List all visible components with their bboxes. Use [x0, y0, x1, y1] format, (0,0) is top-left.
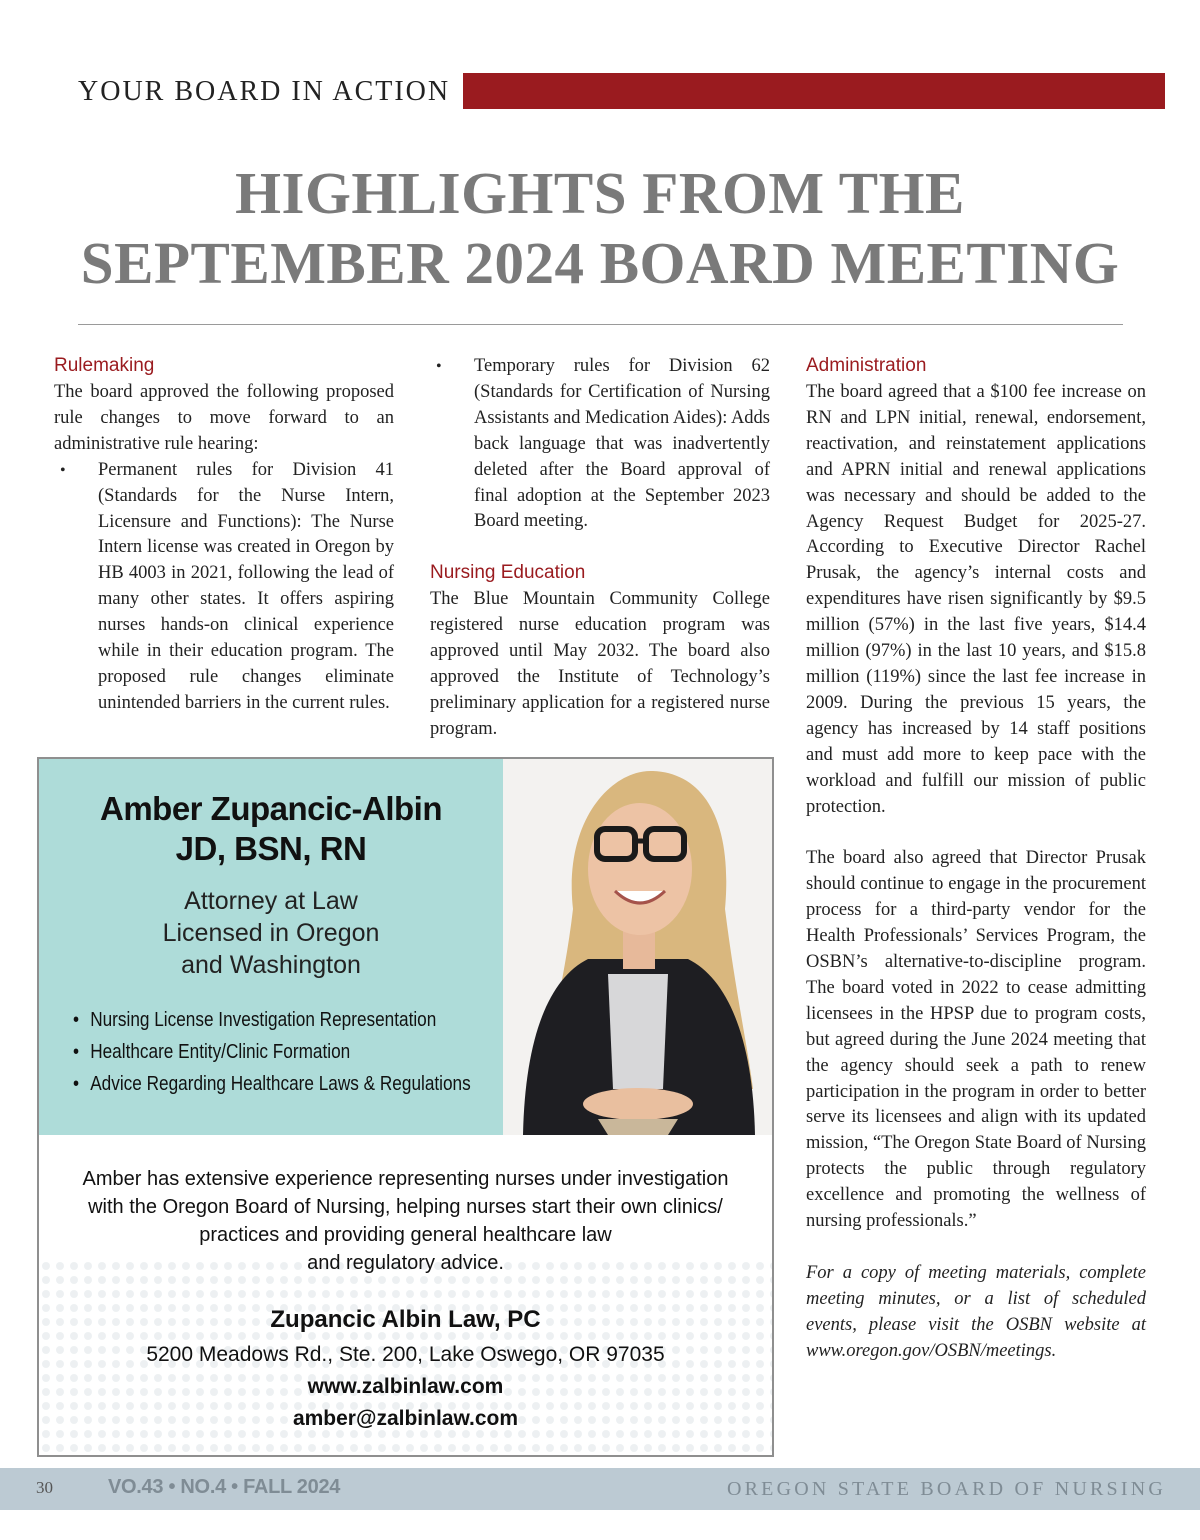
issue-info: VO.43 • NO.4 • FALL 2024 [108, 1476, 341, 1498]
ad-attorney-title [39, 885, 503, 981]
ad-name-line-1: Amber Zupancic-Albin [99, 790, 443, 827]
bullet-icon: • [73, 1009, 80, 1031]
attorney-advertisement [37, 757, 774, 1457]
page-footer [0, 1468, 1200, 1510]
list-item [430, 354, 770, 535]
ad-contact-block [39, 1339, 772, 1435]
rulemaking-heading: Rulemaking [54, 355, 155, 376]
ad-teal-panel [39, 759, 503, 1135]
rulemaking-bullet-list-continued [430, 354, 770, 535]
page-title-line-2: SEPTEMBER 2024 BOARD MEETING [80, 230, 1120, 296]
rulemaking-bullet-2: Temporary rules for Division 62 (Standards for Certification of Nursing Assistants and Medication Aides): Adds back language that was inadvertently deleted after the Board approval of final adoption at the September 2023 Board meeting. [474, 356, 770, 532]
section-label: YOUR BOARD IN ACTION [78, 76, 451, 107]
page-title-line-1: HIGHLIGHTS FROM THE [235, 160, 965, 226]
title-divider [78, 324, 1123, 325]
meeting-materials-note: For a copy of meeting materials, complete meeting minutes, or a list of scheduled events, please visit the OSBN website at www.oregon.gov/OSBN/meetings. [806, 1263, 1146, 1361]
ad-firm-name: Zupancic Albin Law, PC [270, 1306, 541, 1333]
nursing-education-text: The Blue Mountain Community College registered nurse education program was approved until May 2032. The board also approved the Institute of Technology’s preliminary application for a registered nurse program. [430, 589, 770, 739]
page-number: 30 [36, 1478, 53, 1497]
publication-org-name: OREGON STATE BOARD OF NURSING [726, 1478, 1166, 1500]
ad-website-link[interactable]: www.zalbinlaw.com [307, 1375, 504, 1398]
page-title [40, 158, 1160, 298]
list-item [73, 1068, 471, 1100]
middle-column [430, 354, 770, 743]
administration-paragraph-2: The board also agreed that Director Prusak should continue to engage in the procurement process for a third-party vendor for the Health Professionals’ Services Program, the OSBN’s alternative-to-discipline program. The board voted in 2022 to cease admitting licensees in the HPSP due to program costs, but agreed during the June 2024 meeting that the agency should seek a path to renew participation in the program in order to better serve its licensees and align with its updated mission, “The Oregon State Board of Nursing protects the public through regulatory excellence and promoting the wellness of nursing professionals.” [806, 848, 1146, 1232]
rulemaking-bullet-list [54, 458, 394, 717]
ad-address: 5200 Meadows Rd., Ste. 200, Lake Oswego, OR 97035 [146, 1343, 665, 1366]
bullet-icon: • [60, 461, 66, 479]
ad-desc-line-1: Amber has extensive experience representing nurses under investigation [82, 1168, 729, 1190]
ad-description [59, 1165, 752, 1277]
bullet-icon: • [436, 358, 442, 375]
ad-desc-line-2: with the Oregon Board of Nursing, helping nurses start their own clinics/ [88, 1196, 723, 1218]
attorney-portrait-photo [503, 759, 772, 1135]
list-item [73, 1036, 443, 1068]
ad-service-3: Advice Regarding Healthcare Laws & Regulations [90, 1073, 471, 1095]
ad-service-2: Healthcare Entity/Clinic Formation [90, 1041, 351, 1063]
administration-column [806, 354, 1146, 1365]
administration-paragraph-1: The board agreed that a $100 fee increase on RN and LPN initial, renewal, endorsement, reactivation, and reinstatement applications and APRN initial and renewal applications was necessary and should be added to the Agency Request Budget for 2025-27. According to Executive Director Rachel Prusak, the agency’s internal costs and expenditures have risen significantly by $9.5 million (57%) in the last five years, $14.4 million (97%) in the last 10 years, and $15.8 million (119%) since the last fee increase in 2009. During the previous 15 years, the agency has increased by 14 staff positions and must add more to keep pace with the workload and fulfill our mission of public protection. [806, 382, 1146, 817]
section-accent-bar [463, 73, 1165, 109]
ad-title-line-2: Licensed in Oregon [162, 919, 380, 947]
ad-email-link[interactable]: amber@zalbinlaw.com [292, 1407, 519, 1430]
nursing-education-heading: Nursing Education [430, 562, 586, 584]
ad-title-line-3: and Washington [181, 951, 361, 979]
section-header [78, 72, 1165, 110]
ad-desc-line-3: practices and providing general healthcare law [199, 1224, 612, 1246]
ad-title-line-1: Attorney at Law [184, 887, 358, 915]
ad-service-1: Nursing License Investigation Representation [90, 1009, 437, 1031]
bullet-icon: • [73, 1073, 80, 1095]
administration-heading: Administration [806, 355, 927, 376]
rulemaking-bullet-1: Permanent rules for Division 41 (Standards for the Nurse Intern, Licensure and Functions): The Nurse Intern license was created in Oregon by HB 4003 in 2021, following the lead of many other states. It offers aspiring nurses hands-on clinical experience while in their education program. The proposed rule changes eliminate unintended barriers in the current rules. [98, 459, 394, 713]
list-item [54, 458, 394, 717]
list-item [73, 1004, 443, 1036]
ad-desc-line-4: and regulatory advice. [307, 1252, 504, 1274]
ad-attorney-name [39, 789, 503, 869]
ad-name-line-2: JD, BSN, RN [175, 830, 367, 867]
rulemaking-intro: The board approved the following proposed rule changes to move forward to an administrative rule hearing: [54, 382, 394, 454]
rulemaking-column [54, 354, 394, 717]
ad-services-list [73, 1004, 503, 1100]
attorney-portrait-illustration [503, 759, 772, 1135]
bullet-icon: • [73, 1041, 80, 1063]
